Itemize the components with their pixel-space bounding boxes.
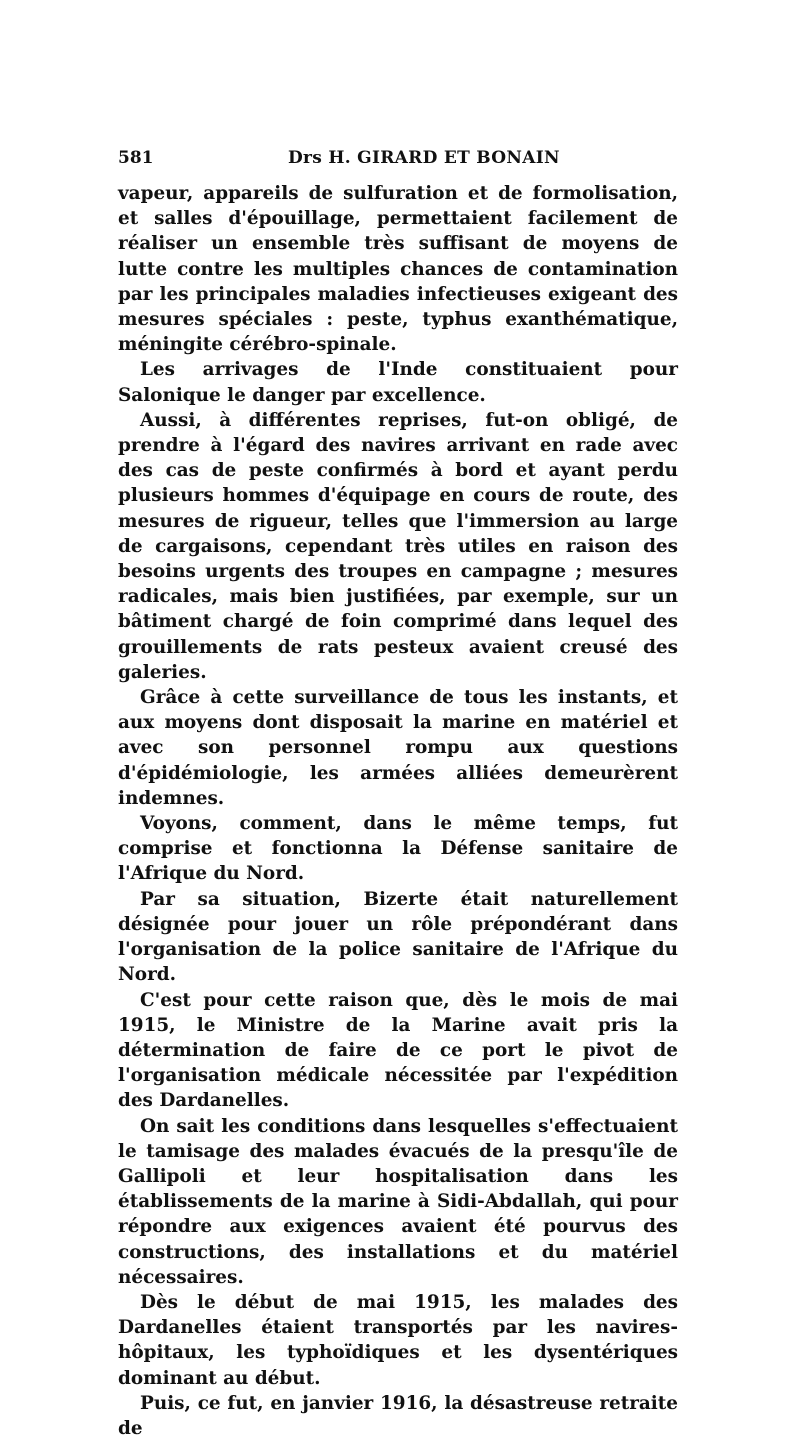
paragraph-inde: Les arrivages de l'Inde constituaient pour Salonique le danger par excellence. [118, 359, 678, 406]
paragraph-dardanelles: Dès le début de mai 1915, les malades des Dardanelles étaient transportés par les navires-hôpitaux, les typhoïdiques et les dysentériques dominant au début. [118, 1291, 678, 1389]
paragraph-mesures: Aussi, à différentes reprises, fut-on obligé, de prendre à l'égard des navires arrivant en rade avec des cas de peste confirmés à bord et ayant perdu plusieurs hommes d'équipage en cours de route, des mesures de rigueur, telles que l'immersion au large de cargaisons, cependant très utiles en raison des besoins urgents des troupes en campagne ; mesures radicales, mais bien justifiées, par exemple, sur un bâtiment chargé de foin comprimé dans lequel des grouillements de rats pesteux avaient creusé des galeries. [118, 409, 678, 683]
paragraph-retraite: Puis, ce fut, en janvier 1916, la désastreuse retraite de [118, 1392, 678, 1439]
paragraph-mai-1915: C'est pour cette raison que, dès le mois de mai 1915, le Ministre de la Marine avait pris la détermination de faire de ce port le pivot de l'organisation médicale nécessitée par l'expédition des Dardanelles. [118, 989, 678, 1112]
running-head [118, 148, 678, 172]
paragraph-surveillance: Grâce à cette surveillance de tous les instants, et aux moyens dont disposait la marine en matériel et avec son personnel rompu aux questions d'épidémiologie, les armées alliées demeurèrent indemnes. [118, 687, 678, 809]
paragraph-continued: vapeur, appareils de sulfuration et de formolisation, et salles d'épouillage, permettaient facilement de réaliser un ensemble très suffisant de moyens de lutte contre les multiples chances de contamination par les principales maladies infectieuses exigeant des mesures spéciales : peste, typhus exanthématique, méningite cérébro-spinale. [118, 183, 678, 356]
page-number: 581 [118, 148, 154, 168]
paragraph-bizerte: Par sa situation, Bizerte était naturellement désignée pour jouer un rôle prépondérant dans l'organisation de la police sanitaire de l'Afrique du Nord. [118, 888, 678, 986]
paragraph-afrique: Voyons, comment, dans le même temps, fut comprise et fonctionna la Défense sanitaire de l'Afrique du Nord. [118, 813, 678, 885]
running-title: Drs H. GIRARD ET BONAIN [288, 148, 560, 168]
body-text [118, 181, 678, 1441]
paragraph-tamisage: On sait les conditions dans lesquelles s'effectuaient le tamisage des malades évacués de la presqu'île de Gallipoli et leur hospitalisation dans les établissements de la marine à Sidi-Abdallah, qui pour répondre aux exigences avaient été pourvus des constructions, des installations et du matériel nécessaires. [118, 1115, 678, 1288]
